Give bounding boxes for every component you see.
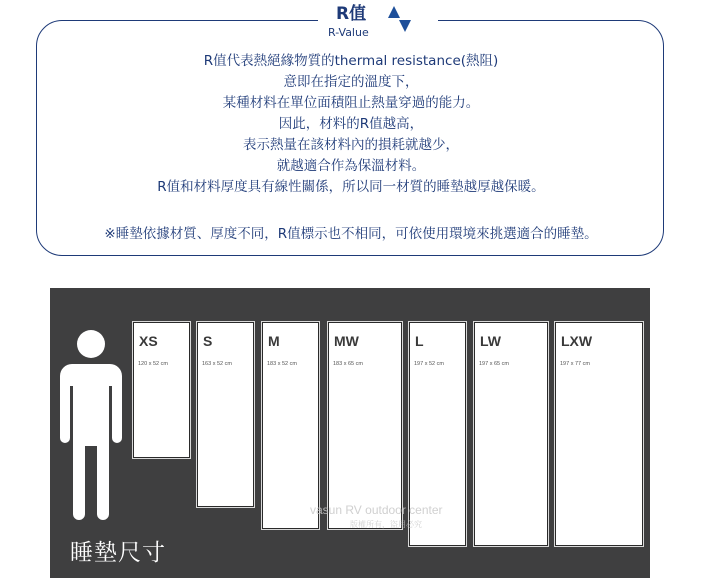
mat-name: LW xyxy=(480,333,501,349)
up-down-arrows-icon xyxy=(384,4,414,38)
watermark-subtext: 版權所有，盜用必究 xyxy=(350,520,422,529)
mat-xs xyxy=(133,322,190,458)
mat-lw xyxy=(474,322,548,546)
description-note: ※睡墊依據材質、厚度不同，R值標示也不相同，可依使用環境來挑選適合的睡墊。 xyxy=(104,226,598,242)
mat-name: XS xyxy=(139,333,158,349)
mat-name: M xyxy=(268,333,280,349)
description-line-2: 意即在指定的溫度下， xyxy=(283,74,419,90)
person-silhouette-icon xyxy=(58,330,124,520)
watermark-text: vasun RV outdoor center xyxy=(310,503,443,517)
mat-lxw xyxy=(555,322,643,546)
mat-dimensions: 183 x 65 cm xyxy=(333,361,363,367)
mat-dimensions: 183 x 52 cm xyxy=(267,361,297,367)
r-value-info-box xyxy=(36,20,664,256)
description-line-7: R值和材料厚度具有線性關係，所以同一材質的睡墊越厚越保暖。 xyxy=(157,179,545,195)
description-line-1: R值代表熱絕緣物質的thermal resistance(熱阻) xyxy=(203,53,499,69)
mat-name: MW xyxy=(334,333,359,349)
description-line-4: 因此，材料的R值越高， xyxy=(278,116,424,132)
description-line-5: 表示熱量在該材料內的損耗就越少， xyxy=(243,137,459,153)
mat-name: S xyxy=(203,333,213,349)
size-section-title: 睡墊尺寸 xyxy=(70,540,166,566)
mat-dimensions: 120 x 52 cm xyxy=(138,361,168,367)
mat-m xyxy=(262,322,319,529)
mat-dimensions: 197 x 77 cm xyxy=(560,361,590,367)
mat-mw xyxy=(328,322,402,529)
description-line-6: 就越適合作為保溫材料。 xyxy=(276,158,426,174)
mat-dimensions: 197 x 65 cm xyxy=(479,361,509,367)
mat-name: L xyxy=(415,333,424,349)
page-title: R值 xyxy=(336,4,367,24)
mat-s xyxy=(197,322,254,507)
page-subtitle: R-Value xyxy=(328,26,369,39)
mat-dimensions: 197 x 52 cm xyxy=(414,361,444,367)
mat-name: LXW xyxy=(561,333,593,349)
description-line-3: 某種材料在單位面積阻止熱量穿過的能力。 xyxy=(222,95,480,111)
mat-dimensions: 163 x 52 cm xyxy=(202,361,232,367)
